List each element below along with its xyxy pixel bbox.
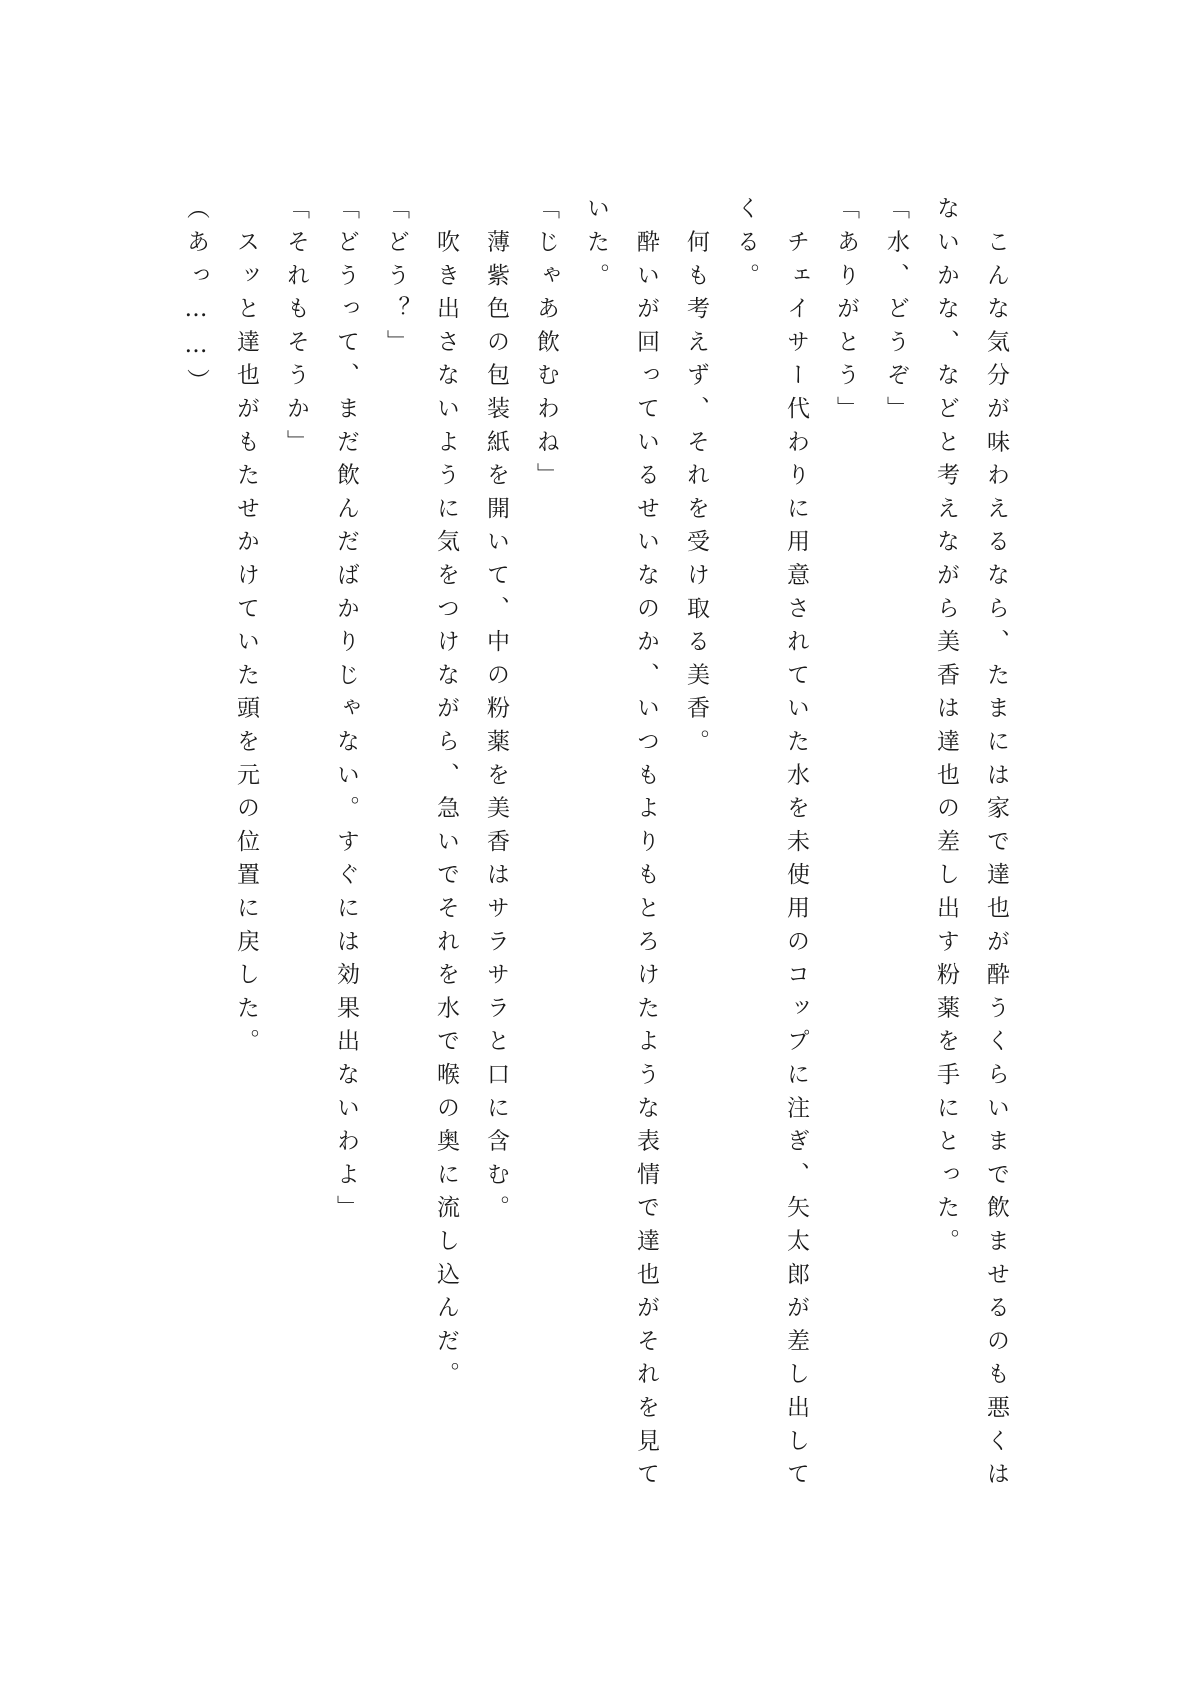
paragraph: 何も考えず、それを受け取る美香。 bbox=[683, 196, 709, 763]
dialogue-line: 「どうって、まだ飲んだばかりじゃない。すぐには効果出ないわよ」 bbox=[333, 196, 359, 1229]
dialogue-line: 「それもそうか」 bbox=[283, 196, 309, 463]
vertical-text-body bbox=[171, 196, 1021, 1516]
paragraph: こんな気分が味わえるなら、たまには家で達也が酔うくらいまで飲ませるのも悪くはないかな、などと考えながら美香は達也の差し出す粉薬を手にとった。 bbox=[933, 196, 1009, 1495]
paragraph: 吹き出さないように気をつけながら、急いでそれを水で喉の奥に流し込んだ。 bbox=[433, 196, 459, 1395]
paragraph: スッと達也がもたせかけていた頭を元の位置に戻した。 bbox=[233, 196, 259, 1062]
paragraph: 酔いが回っているせいなのか、いつもよりもとろけたような表情で達也がそれを見ていた。 bbox=[583, 196, 659, 1495]
dialogue-line: 「ありがとう」 bbox=[833, 196, 859, 430]
paragraph: 薄紫色の包装紙を開いて、中の粉薬を美香はサラサラと口に含む。 bbox=[483, 196, 509, 1229]
paragraph: チェイサー代わりに用意されていた水を未使用のコップに注ぎ、矢太郎が差し出してくる。 bbox=[733, 196, 809, 1495]
dialogue-line: 「どう？」 bbox=[383, 196, 409, 363]
dialogue-line: 「水、どうぞ」 bbox=[883, 196, 909, 430]
thought-line: （あっ……） bbox=[183, 196, 209, 402]
dialogue-line: 「じゃあ飲むわね」 bbox=[533, 196, 559, 496]
